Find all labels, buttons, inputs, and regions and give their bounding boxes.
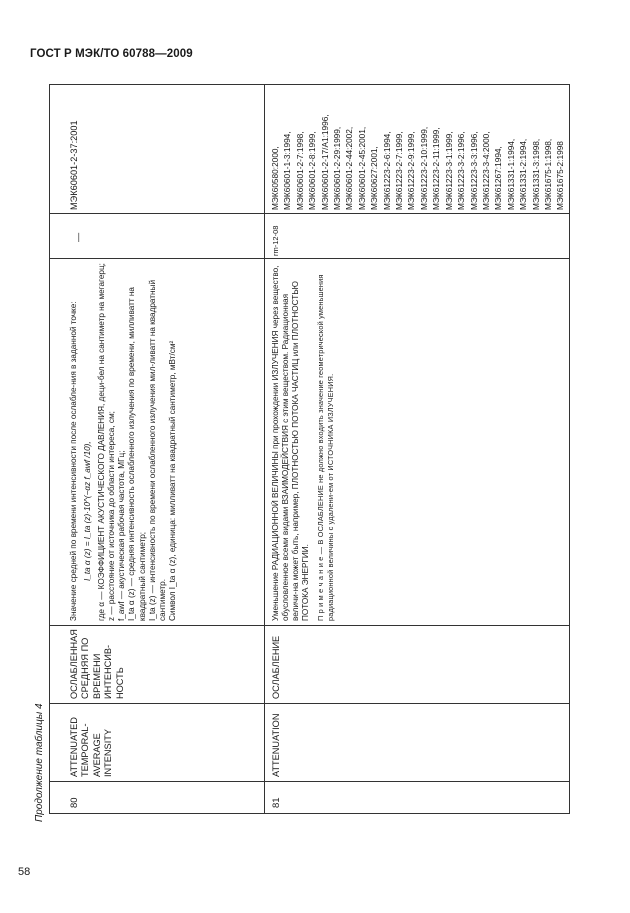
source-item: МЭК61675-1:1998, [542,138,553,210]
definition-f: f_awf — акустическая рабочая частота, МГц; [117,450,127,621]
source-item: МЭК60580:2000, [270,146,280,210]
term-english: ATTENUATED TEMPORAL-AVERAGE INTENSITY [69,717,114,777]
source-item: МЭК61223-2-9:1999, [406,131,417,210]
term-definition [69,263,261,621]
source-item: МЭК61331-3:1998, [530,138,541,210]
source-item: МЭК61223-3-4:2000, [480,131,491,210]
source-item: МЭК61223-3-3:1996, [468,131,479,210]
source-item: МЭК61223-2-10:1999, [418,126,429,210]
source-item: МЭК61223-2-7:1999, [394,131,405,210]
source-item: МЭК60601-1-3:1994, [282,131,293,210]
document-header: ГОСТ Р МЭК/ТО 60788—2009 [30,48,193,60]
definition-z: z — расстояние от источника до области интереса, см; [107,411,117,621]
source-item: МЭК60601-2-7:1998, [294,131,305,210]
definition-symbol: Символ I_ta α (z), единица: милливатт на квадратный сантиметр, мВт/см² [167,340,177,621]
source-item: МЭК61223-3-2:1996, [456,131,467,210]
source-item: МЭК61223-2-6:1994, [381,131,392,210]
definition-intro: Значение средней по времени интенсивности после ослабле-ния в заданной точке: [69,301,78,621]
source-item: МЭК61675-2:1998 [555,141,566,210]
term-russian: ОСЛАБЛЕНИЕ [271,635,281,699]
source-item: МЭК60601-2-45:2001, [356,126,367,210]
term-russian: ОСЛАБЛЕННАЯ СРЕДНЯЯ ПО ВРЕМЕНИ ИНТЕНСИВ-НОСТЬ [69,629,125,699]
page-number: 58 [18,866,31,878]
source-item: МЭК60601-2-17/A1:1996, [319,114,330,210]
definition-ita: I_ta (z) — интенсивность по времени ослабленного излучения мил-ливатт на квадратный сантиметр. [147,279,167,621]
source-item: МЭК61331-1:1994, [505,138,516,210]
term-sources [269,86,567,210]
source-item: МЭК60627:2001, [369,146,380,210]
term-english: ATTENUATION [271,713,281,777]
term-code: — [73,232,83,242]
term-definition [271,263,335,621]
term-code: rm-12-08 [271,225,280,256]
source-item: МЭК60601-2-29:1999, [332,126,343,210]
source-item: МЭК61223-3-1:1999, [443,131,454,210]
source-item: МЭК60601-2-8:1999, [307,131,318,210]
terms-table [49,84,570,814]
term-number: 80 [69,797,80,808]
source-item: МЭК60601-2-44:2002, [344,126,355,210]
definition-where: где α — КОЭФФИЦИЕНТ АКУСТИЧЕСКОГО ДАВЛЕНИЯ, деци-бел на сантиметр на мегагерц; [97,263,107,621]
definition-ita-alpha: I_ta α (z) — средняя интенсивность ослабленного излучения по времени, милливатт на квадратный сантиметр; [127,287,147,621]
source-item: МЭК61267:1994, [493,146,504,210]
term-number: 81 [271,797,282,808]
definition-formula: I_ta α (z) = I_ta (z)·10^(−αz f_awf /10), [83,441,93,581]
definition-main: Уменьшение РАДИАЦИОННОЙ ВЕЛИЧИНЫ при прохождении ИЗЛУЧЕНИЯ через вещество, обусловленное всеми видами ВЗАИМОДЕЙСТВИЯ с этим веществом. Радиационная величи-на может быть, например, ПЛОТНОСТЬЮ ПОТОКА ЧАСТИЦ или ПЛОТНОСТЬЮ ПОТОКА ЭНЕРГИИ. [271,265,311,621]
source-item: МЭК61223-2-11:1999, [431,127,442,210]
definition-note: П р и м е ч а н и е — В ОСЛАБЛЕНИЕ не должно входить значение геометрической уменьшения радиационной величины с удалени-ем от ИСТОЧНИКА ИЗЛУЧЕНИЯ. [316,274,335,621]
source-item: МЭК61331-2:1994, [518,138,529,210]
table-continuation-label: Продолжение таблицы 4 [34,703,45,822]
term-source: МЭК60601-2-37:2001 [69,120,79,210]
